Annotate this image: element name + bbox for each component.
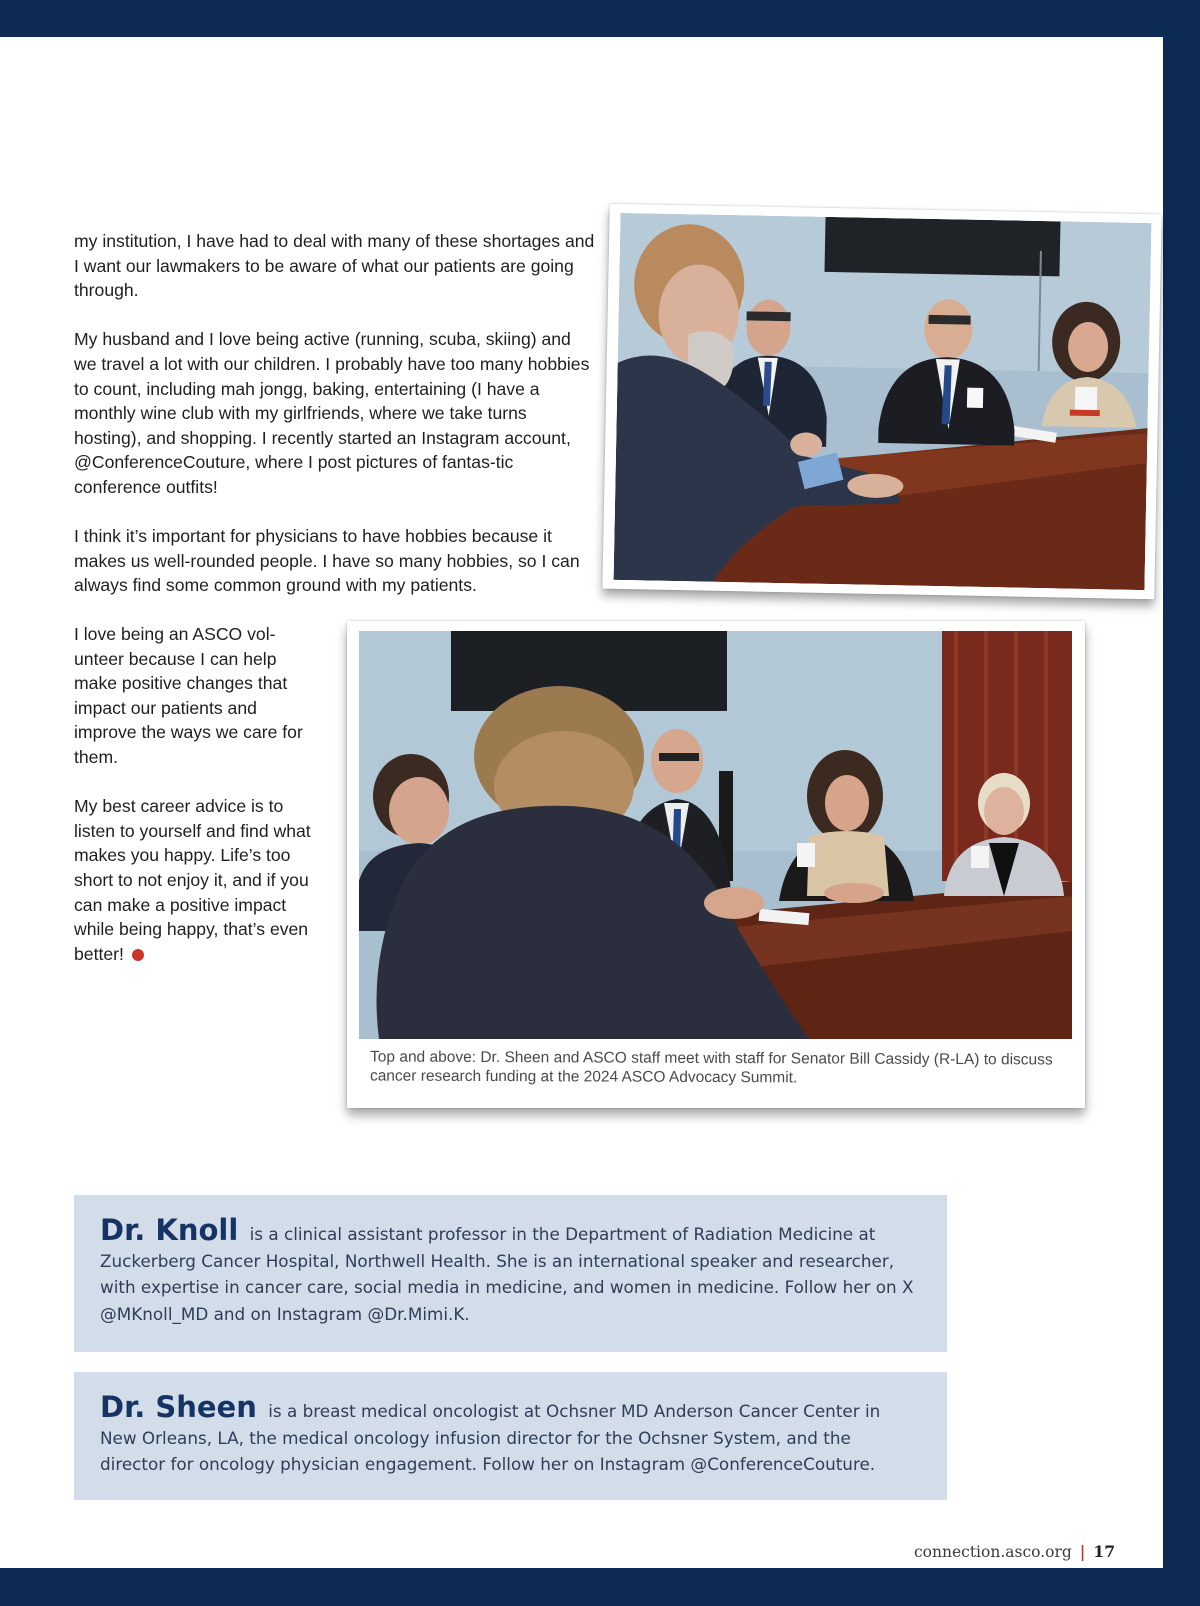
page-footer — [914, 1542, 1115, 1561]
article-paragraph-text: My best career advice is to listen to yourself and find what makes you happy. Life’s too short to not enjoy it, and if you can make a positive impact while being happy, that’s even better! — [74, 796, 311, 964]
footer-separator: | — [1079, 1542, 1086, 1561]
meeting-photo-top — [602, 204, 1161, 600]
bio-text: is a clinical assistant professor in the Department of Radiation Medicine at Zuckerberg Cancer Hospital, Northwell Health. She is an international speaker and researcher, with expertise in cancer care, social media in medicine, and women in medicine. Follow her on X @MKnoll_MD and on Instagram @Dr.Mimi.K. — [100, 1224, 914, 1324]
article-column-narrow — [74, 622, 314, 966]
footer-site-link[interactable]: connection.asco.org — [913, 1543, 1072, 1561]
article-paragraph: My husband and I love being active (running, scuba, skiing) and we travel a lot with our children. I probably have too many hobbies to count, including mah jongg, baking, entertaining (I have a monthly wine club with my girlfriends, where we take turns hosting), and shopping. I recently started an Instagram account, @ConferenceCouture, where I post pictures of fantas-tic conference outfits! — [74, 329, 590, 497]
bio-text: is a breast medical oncologist at Ochsner MD Anderson Cancer Center in New Orleans, LA, the medical oncology infusion director for the Ochsner System, and the director for oncology physician engagement. Follow her on Instagram @ConferenceCouture. — [100, 1401, 881, 1474]
article-paragraph-final — [74, 794, 314, 966]
page-number: 17 — [1093, 1542, 1115, 1561]
article-paragraph: I love being an ASCO vol-unteer because I can help make positive changes that impact our patients and improve the ways we care for them. — [74, 624, 303, 767]
bio-name: Dr. Knoll — [100, 1213, 239, 1247]
photo-image — [614, 213, 1152, 590]
meeting-photo-bottom — [347, 621, 1085, 1108]
end-mark-dot — [132, 949, 144, 961]
article-paragraph: I think it’s important for physicians to have hobbies because it makes us well-rounded people. I have so many hobbies, so I can always find some common ground with my patients. — [74, 526, 580, 596]
photo-image — [359, 631, 1072, 1039]
article-column-wide — [74, 229, 596, 598]
article-paragraph: my institution, I have had to deal with many of these shortages and I want our lawmakers to be aware of what our patients are going through. — [74, 231, 595, 301]
photo-caption: Top and above: Dr. Sheen and ASCO staff meet with staff for Senator Bill Cassidy (R-LA) to discuss cancer research funding at the 2024 ASCO Advocacy Summit. — [369, 1048, 1053, 1087]
bio-box-knoll — [74, 1195, 947, 1352]
bio-box-sheen — [74, 1372, 947, 1500]
bio-name: Dr. Sheen — [100, 1390, 257, 1424]
magazine-page — [0, 37, 1163, 1568]
